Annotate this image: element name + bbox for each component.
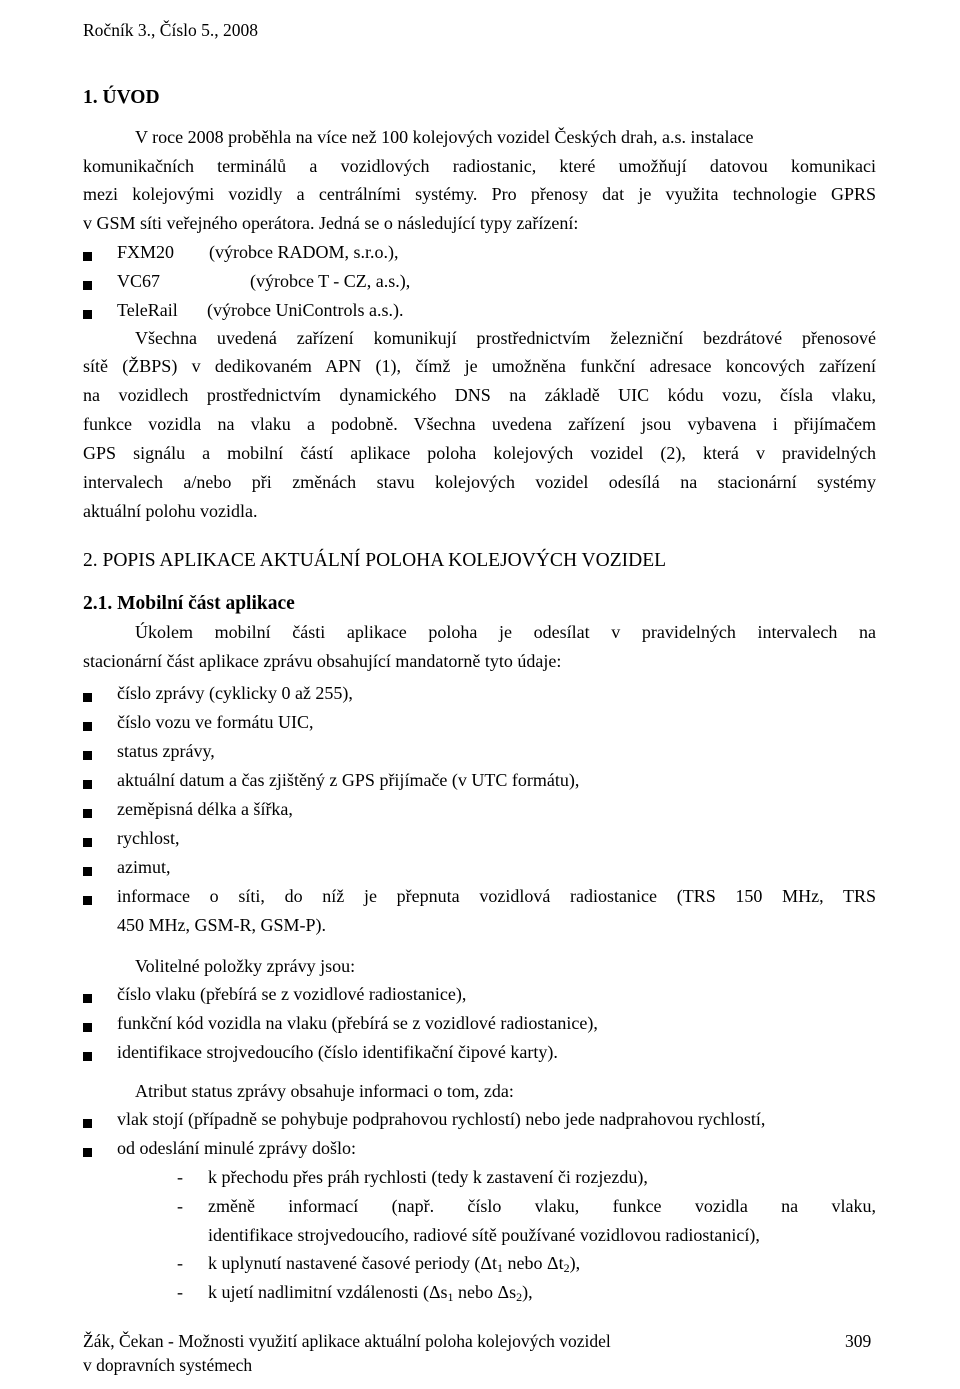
bullet-icon: [83, 718, 92, 736]
bullet-icon: [83, 747, 92, 765]
paragraph-line: sítě (ŽBPS) v dedikovaném APN (1), čímž je umožněna funkční adresace koncových zařízení: [83, 356, 876, 376]
intro-line: v GSM síti veřejného operátora. Jedná se o následující typy zařízení:: [83, 213, 579, 233]
bullet-icon: [83, 776, 92, 794]
dash-item: k přechodu přes práh rychlosti (tedy k zastavení či rozjezdu),: [208, 1167, 648, 1187]
journal-header: Ročník 3., Číslo 5., 2008: [83, 20, 259, 40]
dash-item: změně informací (např. číslo vlaku, funkce vozidla na vlaku,: [208, 1196, 876, 1216]
dash-marker: -: [177, 1282, 183, 1302]
intro-line: V roce 2008 proběhla na více než 100 kolejových vozidel Českých drah, a.s. instalace: [135, 127, 754, 147]
paragraph-line: na vozidlech prostřednictvím dynamického DNS na základě UIC kódu vozu, čísla vlaku,: [83, 385, 876, 405]
list-item: azimut,: [117, 857, 171, 877]
intro-line: komunikačních terminálů a vozidlových radiostanic, které umožňují datovou komunikaci: [83, 156, 876, 176]
list-item: číslo zprávy (cyklicky 0 až 255),: [117, 683, 353, 703]
dash-marker: -: [177, 1167, 183, 1187]
subsection-heading: 2.1. Mobilní část aplikace: [83, 593, 295, 614]
footer-line: Žák, Čekan - Možnosti využití aplikace aktuální poloha kolejových vozidel: [83, 1331, 611, 1351]
paragraph-line: Volitelné položky zprávy jsou:: [135, 956, 356, 976]
paragraph-line: Atribut status zprávy obsahuje informaci o tom, zda:: [135, 1081, 514, 1101]
list-item-continuation: 450 MHz, GSM-R, GSM-P).: [117, 915, 327, 935]
list-item: status zprávy,: [117, 741, 215, 761]
device-maker: (výrobce UniControls a.s.).: [207, 300, 404, 320]
list-item: od odeslání minulé zprávy došlo:: [117, 1138, 356, 1158]
paragraph-line: intervalech a/nebo při změnách stavu kolejových vozidel odesílá na stacionární systémy: [83, 472, 876, 492]
list-item: informace o síti, do níž je přepnuta vozidlová radiostanice (TRS 150 MHz, TRS: [117, 886, 876, 906]
bullet-icon: [83, 1048, 92, 1066]
device-name: TeleRail: [117, 300, 178, 320]
bullet-icon: [83, 805, 92, 823]
paragraph-line: aktuální polohu vozidla.: [83, 501, 258, 521]
list-item: aktuální datum a čas zjištěný z GPS přijímače (v UTC formátu),: [117, 770, 580, 790]
bullet-icon: [83, 689, 92, 707]
list-item: číslo vozu ve formátu UIC,: [117, 712, 314, 732]
paragraph-line: Úkolem mobilní části aplikace poloha je odesílat v pravidelných intervalech na: [135, 622, 876, 642]
bullet-icon: [83, 277, 92, 295]
device-maker: (výrobce T - CZ, a.s.),: [250, 271, 411, 291]
dash-marker: -: [177, 1196, 183, 1216]
footer-line: v dopravních systémech: [83, 1355, 253, 1375]
device-maker: (výrobce RADOM, s.r.o.),: [209, 242, 399, 262]
paragraph-line: Všechna uvedená zařízení komunikují prostřednictvím železniční bezdrátové přenosové: [135, 328, 876, 348]
bullet-icon: [83, 1144, 92, 1162]
list-item: vlak stojí (případně se pohybuje podprahovou rychlostí) nebo jede nadprahovou rychlostí,: [117, 1109, 766, 1129]
list-item: číslo vlaku (přebírá se z vozidlové radiostanice),: [117, 984, 467, 1004]
bullet-icon: [83, 990, 92, 1008]
dash-item: k uplynutí nastavené časové periody ($\Delta t_1$ nebo $\Delta t_2$),: [208, 1253, 581, 1275]
device-name: VC67: [117, 271, 161, 291]
section-1-heading: 1. ÚVOD: [83, 87, 160, 108]
bullet-icon: [83, 863, 92, 881]
dash-item-continuation: identifikace strojvedoucího, radiové sítě používané vozidlovou radiostanicí),: [208, 1225, 760, 1245]
bullet-icon: [83, 892, 92, 910]
list-item: identifikace strojvedoucího (číslo identifikační čipové karty).: [117, 1042, 558, 1062]
section-2-heading: 2. POPIS APLIKACE AKTUÁLNÍ POLOHA KOLEJOVÝCH VOZIDEL: [83, 550, 667, 571]
bullet-icon: [83, 834, 92, 852]
bullet-icon: [83, 1115, 92, 1133]
page-number: 309: [845, 1331, 872, 1351]
list-item: funkční kód vozidla na vlaku (přebírá se z vozidlové radiostanice),: [117, 1013, 598, 1033]
bullet-icon: [83, 248, 92, 266]
list-item: zeměpisná délka a šířka,: [117, 799, 293, 819]
bullet-icon: [83, 1019, 92, 1037]
dash-item: k ujetí nadlimitní vzdálenosti ($\Delta s_1$ nebo $\Delta s_2$),: [208, 1282, 533, 1304]
device-name: FXM20: [117, 242, 175, 262]
paragraph-line: stacionární část aplikace zprávu obsahující mandatorně tyto údaje:: [83, 651, 562, 671]
bullet-icon: [83, 306, 92, 324]
paragraph-line: GPS signálu a mobilní částí aplikace poloha kolejových vozidel (2), která v pravidelných: [83, 443, 876, 463]
dash-marker: -: [177, 1253, 183, 1273]
paragraph-line: funkce vozidla na vlaku a podobně. Všechna uvedena zařízení jsou vybavena i přijímačem: [83, 414, 876, 434]
intro-line: mezi kolejovými vozidly a centrálními systémy. Pro přenosy dat je využita technologie GPRS: [83, 184, 876, 204]
list-item: rychlost,: [117, 828, 180, 848]
